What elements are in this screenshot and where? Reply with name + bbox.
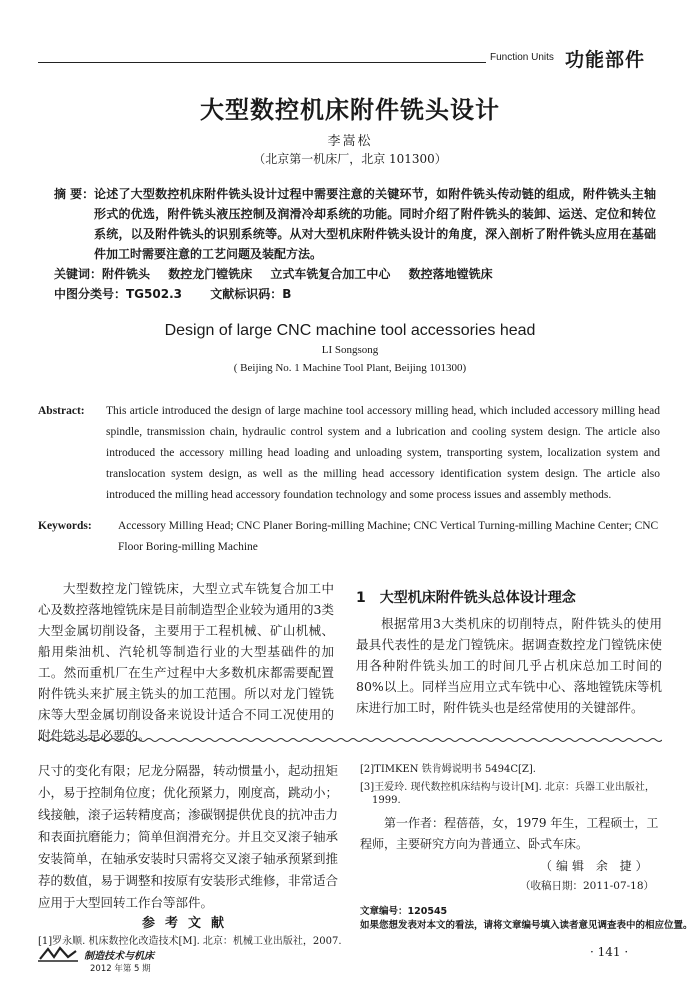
received-date: （收稿日期：2011-07-18） <box>520 880 655 892</box>
page-number: · 141 · <box>590 945 629 959</box>
journal-name: 制造技术与机床 <box>84 951 154 962</box>
section-1-paragraph: 根据常用3大类机床的切削特点，附件铣头的使用最具代表性的是龙门镗铣床。据调查数控龙门镗铣床使用各种附件铣头加工的时间几乎占机床总加工时间的80%以上。同样当应用立式车铣中心、落地镗铣床等机床进行加工时，附件铣头也是经常使用的关键部件。 <box>356 616 662 715</box>
article-title-zh: 大型数控机床附件铣头设计 <box>200 96 500 124</box>
intro-paragraph: 大型数控龙门镗铣床，大型立式车铣复合加工中心及数控落地镗铣床是目前制造型企业较为通用的3类大型金属切削设备，主要用于工程机械、矿山机械、船用柴油机、汽轮机等制造行业的大型基础件的加工。然而重机厂在生产过程中大多数机床都需要配置附件铣头来扩展主铣头的加工范围。所以对龙门镗铣床等大型金属切削设备来说设计适合不同工况使用的附件铣头是必要的。 <box>38 581 334 743</box>
keywords-zh-label: 关键词： <box>54 267 103 281</box>
author-zh: 李嵩松 <box>327 134 373 149</box>
header-section-zh: 功能部件 <box>565 49 646 71</box>
wavy-separator <box>38 736 662 744</box>
author-bio: 第一作者：程蓓蓓，女，1979 年生，工程硕士，工程师，主要研究方向为普通立、卧式车床。 <box>360 816 659 851</box>
keywords-zh-list <box>102 264 507 284</box>
article-title-en: Design of large CNC machine tool accessories head <box>164 322 536 339</box>
keywords-en-text: Accessory Milling Head; CNC Planer Boring-milling Machine; CNC Vertical Turning-milling Machine Center; CNC Floor Boring-milling Machine <box>118 520 659 553</box>
document-code: 文献标识码：B <box>210 287 292 301</box>
keyword-zh: 立式车铣复合加工中心 <box>270 267 391 281</box>
editor-note: （编辑 余 捷） <box>540 859 652 873</box>
affiliation-en: ( Beijing No. 1 Machine Tool Plant, Beijing 101300) <box>233 362 467 374</box>
keyword-zh: 附件铣头 <box>102 267 151 281</box>
header-section-en: Function Units <box>490 52 554 63</box>
journal-logo-icon <box>38 945 78 963</box>
author-en: LI Songsong <box>321 344 379 356</box>
reference-item: [3]王爱玲. 现代数控机床结构与设计[M]. 北京：兵器工业出版社， <box>360 782 655 793</box>
references-heading: 参考文献 <box>141 916 234 931</box>
continued-paragraph: 尺寸的变化有限；尼龙分隔器，转动惯量小，起动扭矩小，易于控制角位度；优化预紧力，刚度高，跳动小；线接触，滚子运转精度高；渗碳钢提供优良的抗冲击力和表面抗磨能力；简单但润滑充分。并且交叉滚子轴承安装简单，在轴承安装时只需将交叉滚子轴承预紧到推荐的数值，易于调整和按原有安装形式维修，非常适合应用于大型回转工作台等部件。 <box>38 763 339 910</box>
abstract-en-text: This article introduced the design of large machine tool accessory milling head, which included accessory milling head spindle, transmission chain, hydraulic control system and a lubrication and cooling system design. The article also introduced the accessory milling head loading and unloading system, transporting system, localization system and translocation system design, as well as the milling head accessory identification system design. The article also introduced the milling head accessory foundation technology and some process issues and assembly methods. <box>106 405 660 501</box>
abstract-en-label: Abstract: <box>38 405 85 417</box>
reference-item-continued: 1999. <box>372 795 401 806</box>
reference-item: [1]罗永顺. 机床数控化改造技术[M]. 北京：机械工业出版社，2007. <box>38 936 342 947</box>
header-rule <box>38 62 486 63</box>
keywords-en-label: Keywords: <box>38 520 92 532</box>
section-1-heading: 1 大型机床附件铣头总体设计理念 <box>356 590 576 606</box>
classification-line <box>54 284 315 304</box>
abstract-zh-label: 摘 要： <box>54 187 95 201</box>
keyword-zh: 数控落地镗铣床 <box>408 267 493 281</box>
reference-item: [2]TIMKEN 铁肯姆说明书 5494C[Z]. <box>360 764 536 775</box>
affiliation-zh: （北京第一机床厂，北京 101300） <box>253 152 447 166</box>
abstract-zh-text: 论述了大型数控机床附件铣头设计过程中需要注意的关键环节，如附件铣头传动链的组成，附件铣头主轴形式的优选，附件铣头液压控制及润滑冷却系统的功能。同时介绍了附件铣头的装卸、运送、定位和转位系统，以及附件铣头的识别系统等。从对大型机床附件铣头设计的角度，深入剖析了附件铣头应用在基础件加工时需要注意的工艺问题及装配方法。 <box>94 187 656 261</box>
article-number: 文章编号：120545 <box>360 906 448 917</box>
clc-number: 中图分类号：TG502.3 <box>54 287 182 301</box>
keyword-zh: 数控龙门镗铣床 <box>168 267 253 281</box>
journal-issue: 2012 年第 5 期 <box>90 964 151 974</box>
feedback-request: 如果您想发表对本文的看法，请将文章编号填入读者意见调查表中的相应位置。 <box>360 920 693 931</box>
